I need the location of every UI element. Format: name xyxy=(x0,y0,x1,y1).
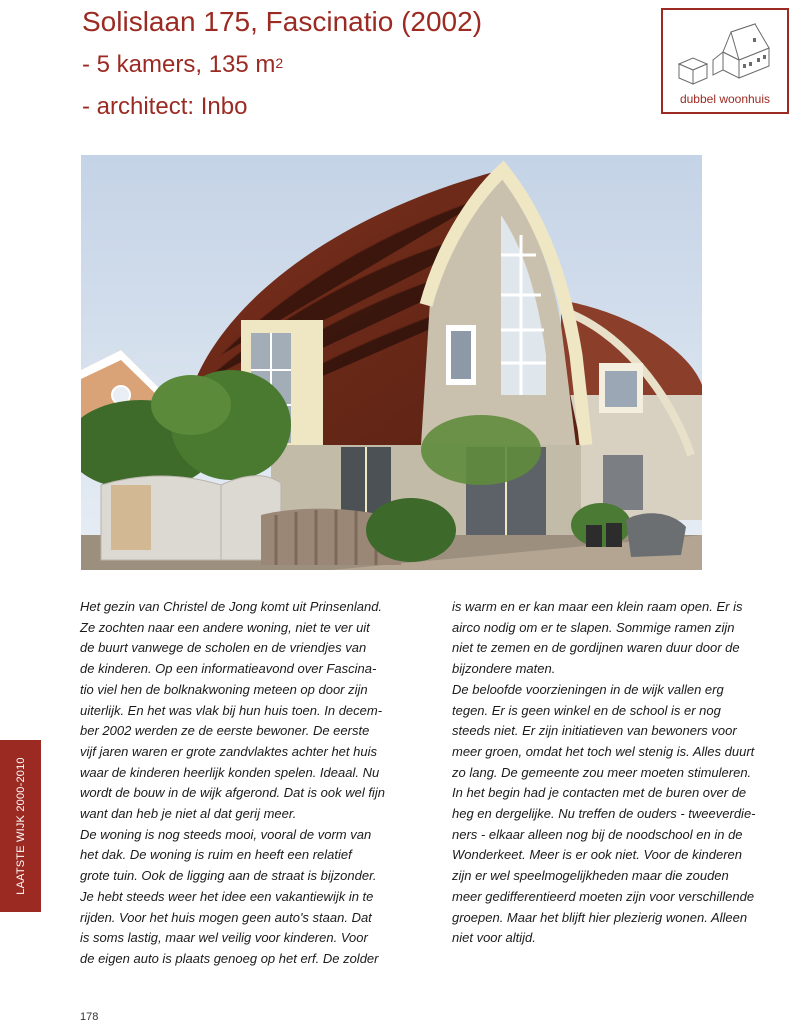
text-line: zijn er wel speelmogelijkheden maar die zouden xyxy=(452,868,729,884)
text-line: ners - elkaar alleen nog bij de noodschool en in de xyxy=(452,826,743,842)
text-line: Ze zochten naar een andere woning, niet te ver uit xyxy=(80,619,370,635)
article-column-right xyxy=(452,597,792,949)
text-line: waar de kinderen heerlijk konden spelen. Ideaal. Nu xyxy=(80,764,380,780)
text-line: is soms lastig, maar wel veilig voor kinderen. Voor xyxy=(80,930,368,946)
text-line: De beloofde voorzieningen in de wijk vallen erg xyxy=(452,681,724,697)
text-line: vijf jaren waren er grote zandvlaktes achter het huis xyxy=(80,743,377,759)
text-line: uiterlijk. En het was vlak bij hun huis toen. In decem- xyxy=(80,702,383,718)
text-line: de eigen auto is plaats genoeg op het erf. De zolder xyxy=(80,950,379,966)
text-line: steeds niet. Er zijn initiatieven van bewoners voor xyxy=(452,723,737,739)
text-line: niet te zemen en de gordijnen waren duur door de xyxy=(452,640,740,656)
text-line: grote tuin. Ook de ligging aan de straat is bijzonder. xyxy=(80,868,377,884)
rooms-area-text: - 5 kamers, 135 m xyxy=(82,51,276,78)
house-type-badge xyxy=(661,8,789,114)
text-line: airco nodig om er te slapen. Sommige ramen zijn xyxy=(452,619,735,635)
text-line: is warm en er kan maar een klein raam open. Er is xyxy=(452,599,743,614)
text-line: Wonderkeet. Meer is er ook niet. Voor de kinderen xyxy=(452,847,742,863)
text-line: bijzondere maten. xyxy=(452,661,556,677)
text-line: ber 2002 werden ze de eerste bewoner. De eerste xyxy=(80,723,370,739)
sidebar-label-text: LAATSTE WIJK 2000-2010 xyxy=(14,757,27,895)
area-unit-superscript: 2 xyxy=(275,55,284,71)
text-line: rijden. Voor het huis mogen geen auto's staan. Dat xyxy=(80,909,372,925)
text-line: In het begin had je contacten met de buren over de xyxy=(452,785,747,801)
text-line: zo lang. De gemeente zou meer moeten stimuleren. xyxy=(452,764,752,780)
text-line: het dak. De woning is ruim en heeft een relatief xyxy=(80,847,352,863)
badge-label: dubbel woonhuis xyxy=(679,92,771,106)
sidebar-section-label xyxy=(0,740,41,912)
rooms-area xyxy=(82,50,283,80)
text-line: tegen. Er is geen winkel en de school is er nog xyxy=(452,702,721,718)
house-photo xyxy=(81,155,702,570)
architect: - architect: Inbo xyxy=(82,93,248,120)
double-house-icon xyxy=(673,20,778,92)
text-line: wordt de bouw in de wijk afgerond. Dat is ook wel fijn xyxy=(80,785,385,801)
text-line: de kinderen. Op een informatieavond over Fascina- xyxy=(80,661,377,677)
text-line: meer gedifferentieerd moeten zijn voor verschillende xyxy=(452,888,755,904)
text-line: want dan heb je niet al dat gerij meer. xyxy=(80,806,297,822)
article-column-left xyxy=(80,597,425,970)
text-line: tio viel hen de bolknakwoning meteen op door zijn xyxy=(80,681,368,697)
page-title: Solislaan 175, Fascinatio (2002) xyxy=(82,6,483,37)
text-line: niet voor altijd. xyxy=(452,930,536,946)
text-line: de buurt vanwege de scholen en de vriendjes van xyxy=(80,640,367,656)
text-line: Je hebt steeds weer het idee een vakantiewijk in te xyxy=(80,888,374,904)
text-line: groepen. Maar het blijft hier plezierig wonen. Alleen xyxy=(452,909,748,925)
text-line: Het gezin van Christel de Jong komt uit Prinsenland. xyxy=(80,599,383,614)
page-number: 178 xyxy=(80,1011,99,1023)
text-line: heg en dergelijke. Nu treffen de ouders - tweeverdie- xyxy=(452,806,756,822)
text-line: De woning is nog steeds mooi, vooral de vorm van xyxy=(80,826,372,842)
text-line: meer groen, omdat het toch wel stenig is. Alles duurt xyxy=(452,743,755,759)
